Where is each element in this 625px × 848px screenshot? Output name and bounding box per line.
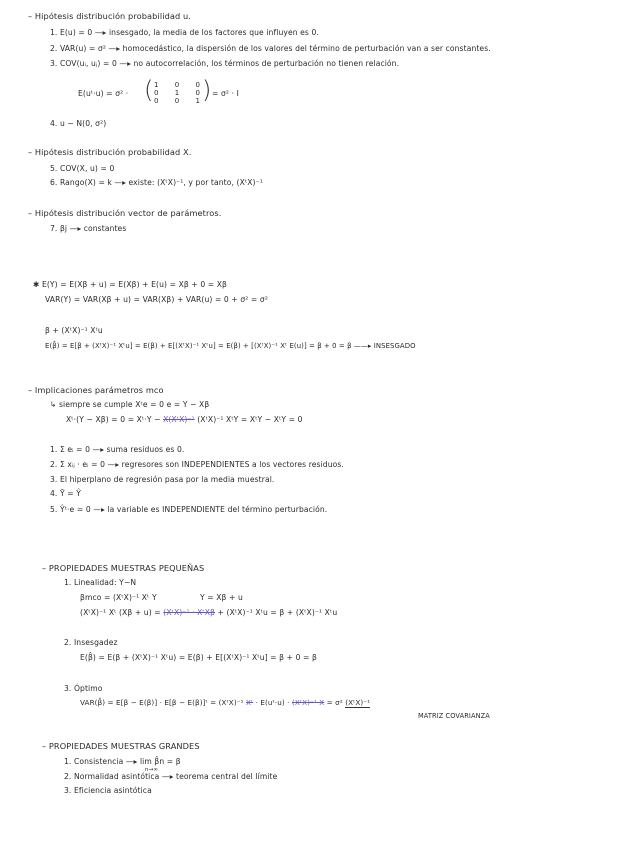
- linealidad-eq-2b: + (XᵗX)⁻¹ Xᵗu = β + (XᵗX)⁻¹ Xᵗu: [215, 608, 338, 617]
- heading-implicaciones: – Implicaciones parámetros mco: [28, 385, 164, 395]
- implicacion-2: 2. Σ xᵢⱼ · eᵢ = 0 —▸ regresores son INDEPENDIENTES a los vectores residuos.: [50, 460, 344, 469]
- implicaciones-sub: ↳ siempre se cumple Xᵗe = 0 e = Y − Xβ: [50, 400, 210, 409]
- optimo-eq-strike-1: Xᵗ: [245, 698, 254, 707]
- eq-variance-y: VAR(Y) = VAR(Xβ + u) = VAR(Xβ) + VAR(u) = 0 + σ² = σ²: [45, 295, 268, 304]
- implicacion-3: 3. El hiperplano de regresión pasa por la media muestral.: [50, 475, 275, 484]
- heading-muestras-pequenas: – PROPIEDADES MUESTRAS PEQUEÑAS: [42, 563, 205, 573]
- linealidad-eq-2-strike: (XᵗX)⁻¹ · XᵗXβ: [163, 608, 216, 617]
- linealidad-eq-2: [80, 608, 337, 618]
- matrix-cell: 0: [174, 97, 180, 105]
- matrix-cell: 0: [195, 89, 200, 97]
- identity-matrix: [154, 82, 200, 105]
- heading-hipotesis-parametros: – Hipótesis distribución vector de parámetros.: [28, 208, 222, 218]
- eq-residuos-a: Xᵗ·(Y − Xβ) = 0 = Xᵗ·Y −: [66, 415, 164, 424]
- implicacion-5: 5. Ŷᵗ·e = 0 —▸ la variable es INDEPENDIENTE del término perturbación.: [50, 505, 328, 514]
- matrix-cell: 1: [195, 97, 200, 105]
- eq-beta-hat: β + (XᵗX)⁻¹ Xᵗu: [45, 326, 103, 335]
- linealidad-eq-1a: βmco = (XᵗX)⁻¹ Xᵗ Y: [80, 593, 157, 602]
- insesgadez-eq: E(β̂) = E(β + (XᵗX)⁻¹ Xᵗu) = E(β) + E[(XᵗX)⁻¹ Xᵗu] = β + 0 = β: [80, 653, 317, 662]
- optimo-eq: [80, 698, 370, 708]
- optimo-eq-b: · E(uᵗ·u) ·: [253, 698, 292, 707]
- matrix-cell: 0: [174, 81, 180, 89]
- matrix-right-paren: ): [202, 76, 212, 104]
- matrix-cell: 0: [154, 89, 159, 97]
- item-3-no-autocorrelacion: 3. COV(uᵢ, uⱼ) = 0 —▸ no autocorrelación, los términos de perturbación no tienen relación.: [50, 59, 400, 68]
- optimo-label: 3. Óptimo: [64, 684, 103, 693]
- implicacion-1: 1. Σ eᵢ = 0 —▸ suma residuos es 0.: [50, 445, 185, 454]
- matrix-cell: 0: [195, 81, 200, 89]
- item-7-constantes: 7. βj —▸ constantes: [50, 224, 127, 233]
- insesgadez-label: 2. Insesgadez: [64, 638, 118, 647]
- optimo-eq-a: VAR(β̂) = E[β − E(β)] · E[β − E(β)]ᵗ = (XᵗX)⁻¹: [80, 698, 246, 707]
- item-2-homocedastico: 2. VAR(u) = σ² —▸ homocedástico, la dispersión de los valores del término de perturbación van a ser constantes.: [50, 44, 491, 53]
- eq-residuos-b: (XᵗX)⁻¹ XᵗY = XᵗY − XᵗY = 0: [194, 415, 303, 424]
- lim-subscript: n→∞: [145, 767, 159, 773]
- optimo-eq-underlined: (XᵗX)⁻¹: [345, 698, 371, 707]
- eq-expectation-y: ✱ E(Y) = E(Xβ + u) = E(Xβ) + E(u) = Xβ + 0 = Xβ: [33, 280, 227, 289]
- eq-residuos: [66, 415, 303, 425]
- linealidad-label: 1. Linealidad: Y~N: [64, 578, 137, 587]
- item-5-cov-xu: 5. COV(X, u) = 0: [50, 164, 115, 173]
- item-4-normal: 4. u ~ N(0, σ²): [50, 119, 107, 128]
- eq-insesgado: E(β̂) = E[β + (XᵗX)⁻¹ Xᵗu] = E(β) + E[(XᵗX)⁻¹ Xᵗu] = E(β) + [(XᵗX)⁻¹ Xᵗ E(u)] = β + 0 = β ——▸ INSESGADO: [45, 342, 416, 350]
- matrix-left-paren: (: [144, 76, 154, 104]
- optimo-eq-strike-2: (XᵗX)⁻¹ X: [291, 698, 325, 707]
- optimo-eq-c: = σ²: [324, 698, 346, 707]
- eq-residuos-strike: X(XᵗX)⁻¹: [163, 415, 195, 424]
- matrix-cell: 0: [154, 97, 159, 105]
- matriz-covarianza-note: MATRIZ COVARIANZA: [418, 712, 490, 720]
- matrix-cell: 1: [174, 89, 180, 97]
- implicacion-4: 4. Ȳ = Ŷ: [50, 489, 81, 498]
- eficiencia-asintotica: 3. Eficiencia asintótica: [64, 786, 152, 795]
- heading-muestras-grandes: – PROPIEDADES MUESTRAS GRANDES: [42, 741, 200, 751]
- heading-hipotesis-x: – Hipótesis distribución probabilidad X.: [28, 147, 192, 157]
- item-6-rango: 6. Rango(X) = k —▸ existe: (XᵗX)⁻¹, y por tanto, (XᵗX)⁻¹: [50, 178, 263, 187]
- eq-cov-matrix-left: E(uᵗ·u) = σ² ·: [78, 89, 129, 98]
- linealidad-eq-1b: Y = Xβ + u: [200, 593, 243, 602]
- heading-hipotesis-u: – Hipótesis distribución probabilidad u.: [28, 11, 191, 21]
- item-1-media-cero: 1. E(u) = 0 —▸ insesgado, la media de los factores que influyen es 0.: [50, 28, 319, 37]
- matrix-cell: 1: [154, 81, 159, 89]
- linealidad-eq-2a: (XᵗX)⁻¹ Xᵗ (Xβ + u) =: [80, 608, 164, 617]
- consistencia: 1. Consistencia —▸ lim β̂n = β: [64, 757, 181, 766]
- eq-cov-matrix-right: = σ² · I: [212, 89, 239, 98]
- normalidad-asintotica: 2. Normalidad asintótica —▸ teorema central del límite: [64, 772, 278, 781]
